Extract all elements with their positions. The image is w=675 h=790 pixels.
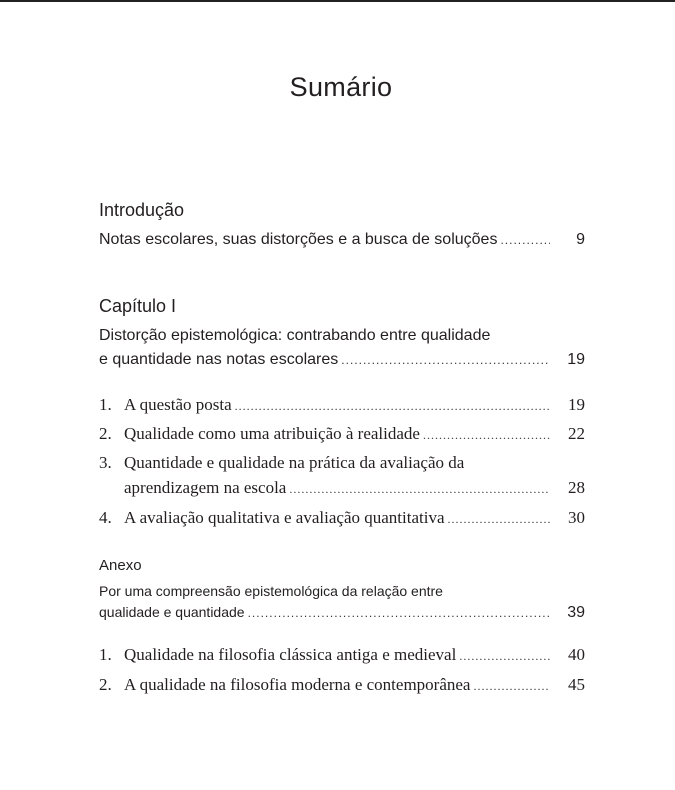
toc-page-number: 19 — [568, 395, 585, 414]
annex-title-line1: Por uma compreensão epistemológica da relação entre — [99, 583, 443, 599]
page-title: Sumário — [289, 72, 393, 102]
toc-page-number: 40 — [568, 645, 585, 664]
toc-page-number: 28 — [568, 478, 585, 497]
toc-page-number: 9 — [576, 231, 585, 248]
dot-leader — [423, 428, 550, 443]
chapter1-title-line1: Distorção epistemológica: contrabando entre qualidade — [99, 327, 491, 344]
toc-entry-text: Quantidade e qualidade na prática da avaliação da — [124, 453, 465, 472]
toc-entry-text: A avaliação qualitativa e avaliação quantitativa — [124, 508, 445, 527]
chapter1-heading: Capítulo I — [99, 296, 177, 316]
toc-page-number: 45 — [568, 675, 585, 694]
top-border-line — [0, 0, 675, 2]
item-number: 4. — [99, 508, 112, 527]
dot-leader — [248, 606, 550, 620]
toc-entry-text: Notas escolares, suas distorções e a busca de soluções — [99, 231, 498, 248]
toc-entry-annex-item-1[interactable] — [99, 645, 585, 665]
toc-entry-chapter1-item-4[interactable] — [99, 508, 585, 528]
dot-leader — [235, 399, 550, 414]
toc-entry-chapter1-item-2[interactable] — [99, 424, 585, 444]
annex-heading: Anexo — [99, 557, 142, 574]
item-number: 1. — [99, 645, 112, 664]
toc-entry-text: A questão posta — [124, 395, 232, 414]
toc-entry-chapter1-item-3[interactable] — [99, 478, 585, 498]
toc-entry-text-continued: aprendizagem na escola — [124, 478, 287, 497]
item-number: 2. — [99, 424, 112, 443]
toc-entry-annex-item-2[interactable] — [99, 675, 585, 695]
toc-entry-annex[interactable] — [99, 604, 585, 622]
dot-leader — [448, 512, 551, 527]
dot-leader — [473, 679, 550, 694]
item-number: 1. — [99, 395, 112, 414]
toc-entry-chapter1-item-3-line1[interactable] — [99, 453, 585, 473]
toc-entry-text: e quantidade nas notas escolares — [99, 351, 339, 368]
toc-entry-text: qualidade e quantidade — [99, 604, 245, 620]
toc-entry-intro[interactable] — [99, 231, 585, 249]
toc-page-number: 39 — [567, 604, 585, 621]
toc-entry-text: Qualidade na filosofia clássica antiga e medieval — [124, 645, 457, 664]
dot-leader — [500, 233, 550, 247]
dot-leader — [289, 482, 550, 497]
item-number: 3. — [99, 453, 112, 472]
toc-page-number: 30 — [568, 508, 585, 527]
dot-leader — [341, 353, 550, 367]
toc-entry-chapter1-item-1[interactable] — [99, 395, 585, 415]
toc-page-number: 22 — [568, 424, 585, 443]
toc-entry-chapter1[interactable] — [99, 351, 585, 369]
toc-page-number: 19 — [567, 351, 585, 368]
toc-entry-text: Qualidade como uma atribuição à realidade — [124, 424, 420, 443]
item-number: 2. — [99, 675, 112, 694]
dot-leader — [459, 649, 550, 664]
toc-entry-text: A qualidade na filosofia moderna e contemporânea — [124, 675, 471, 694]
intro-heading: Introdução — [99, 200, 185, 220]
